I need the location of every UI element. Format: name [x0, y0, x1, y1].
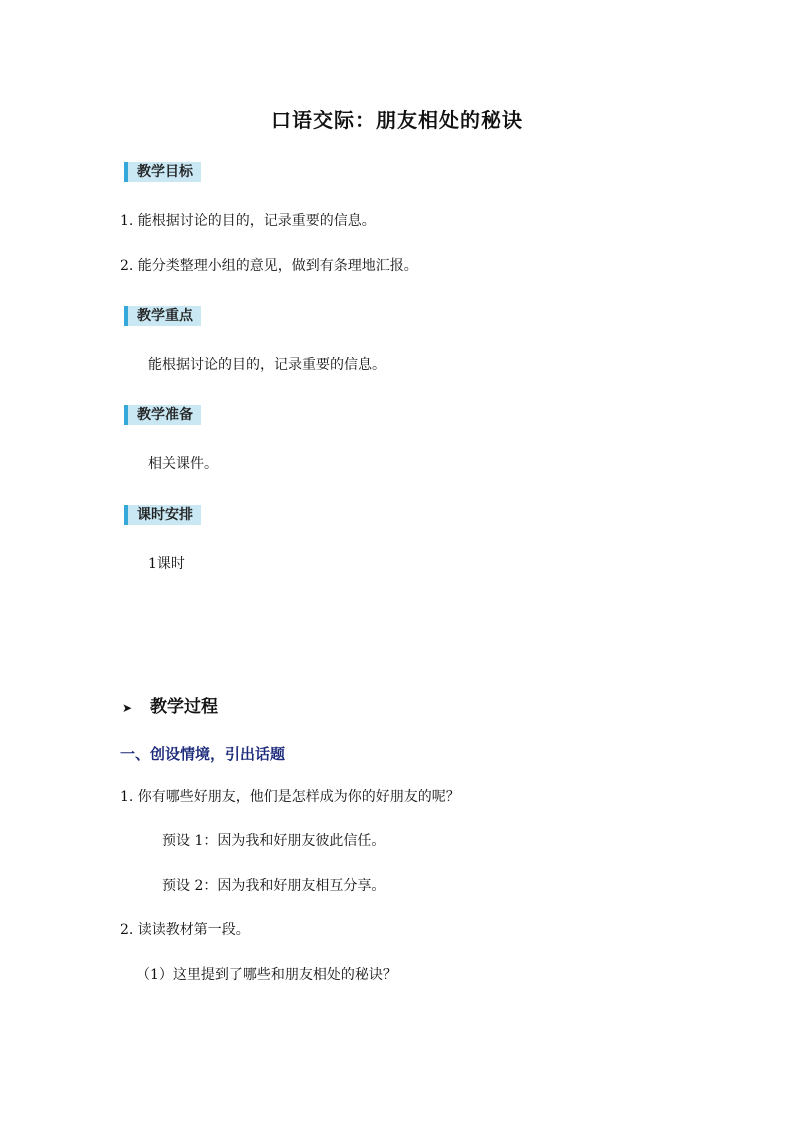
focus-text: 能根据讨论的目的，记录重要的信息。 [148, 357, 386, 373]
preset-1: 预设 1：因为我和好朋友彼此信任。 [162, 833, 386, 849]
prep-text: 相关课件。 [148, 456, 218, 472]
goal-item-1: 1. 能根据讨论的目的，记录重要的信息。 [120, 213, 376, 229]
chevron-right-icon: ➤ [122, 701, 133, 715]
section-heading-1: 一、创设情境，引出话题 [120, 745, 286, 763]
process-heading [122, 692, 218, 717]
tag-schedule: 课时安排 [124, 505, 201, 525]
page-title: 口语交际：朋友相处的秘诀 [271, 108, 523, 132]
question-1: 1. 你有哪些好朋友，他们是怎样成为你的好朋友的呢？ [120, 789, 460, 805]
goal-item-2: 2. 能分类整理小组的意见，做到有条理地汇报。 [120, 258, 418, 274]
question-2-sub: （1）这里提到了哪些和朋友相处的秘诀？ [136, 967, 397, 983]
tag-teaching-prep: 教学准备 [124, 405, 201, 425]
question-2: 2. 读读教材第一段。 [120, 922, 250, 938]
process-heading-text: 教学过程 [150, 697, 218, 717]
preset-2: 预设 2：因为我和好朋友相互分享。 [162, 878, 386, 894]
tag-teaching-goals: 教学目标 [124, 162, 201, 182]
schedule-text: 1课时 [148, 556, 185, 572]
tag-teaching-focus: 教学重点 [124, 306, 201, 326]
